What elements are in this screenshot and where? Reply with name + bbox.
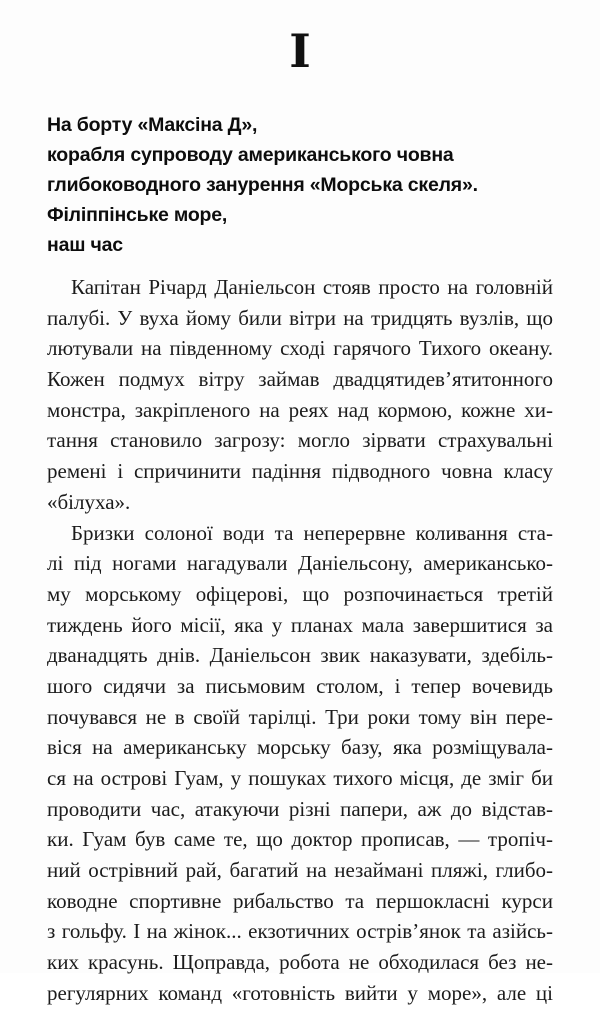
chapter-number: I xyxy=(289,24,311,78)
text-line: з гольфу. І на жінок... екзотичних острів’янок та азійсь- xyxy=(47,919,553,944)
text-line: лі під ногами нагадували Даніельсону, американсько- xyxy=(47,551,553,576)
text-line: ки. Гуам був саме те, що доктор прописав, — тропіч- xyxy=(47,827,553,852)
text-line: ководне спортивне рибальство та першокласні курси xyxy=(47,888,553,913)
text-line: віся на американську морську базу, яка розміщувала- xyxy=(47,735,553,760)
text-line: почувався не в своїй тарілці. Три роки тому він пере- xyxy=(47,704,553,729)
text-line: лютували на південному сході гарячого Тихого океану. xyxy=(47,336,553,361)
epigraph-line: глибоководного занурення «Морська скеля». xyxy=(47,174,478,196)
text-line: ких красунь. Щоправда, робота не обходилася без не- xyxy=(47,950,553,975)
text-line: му морському офіцерові, що розпочинається третій xyxy=(47,581,553,606)
epigraph-line: корабля супроводу американського човна xyxy=(47,144,454,166)
text-line: Кожен подмух вітру займав двадцятидев’ятитонного xyxy=(47,367,553,392)
text-line: тиждень його місії, яка у планах мала завершитися за xyxy=(47,612,553,637)
text-line: тання становило загрозу: могло зірвати страхувальні xyxy=(47,428,553,453)
text-line: ремені і спричинити падіння підводного човна класу xyxy=(47,459,553,484)
epigraph-line: На борту «Максіна Д», xyxy=(47,114,258,136)
text-line: «білуха». xyxy=(47,489,131,514)
text-line: монстра, закріпленого на реях над кормою, кожне хи- xyxy=(47,397,553,422)
text-line: ся на острові Гуам, у пошуках тихого місця, де зміг би xyxy=(47,766,553,790)
epigraph-line: Філіппінське море, xyxy=(47,204,228,226)
text-line: Капітан Річард Даніельсон стояв просто на головній xyxy=(71,275,553,299)
epigraph-line: наш час xyxy=(47,234,123,256)
epigraph xyxy=(47,110,587,260)
text-line: проводити час, атакуючи різні папери, аж до відстав- xyxy=(47,796,553,821)
text-line: палубі. У вуха йому били вітри на тридцять вузлів, що xyxy=(47,305,553,330)
text-line: регулярних команд «готовність вийти у море», але ці xyxy=(47,980,553,1005)
text-line: шого сидячи за письмовим столом, і тепер вочевидь xyxy=(47,673,553,698)
text-line: дванадцять днів. Даніельсон звик наказувати, здебіль- xyxy=(47,643,553,668)
body-text xyxy=(47,272,553,1009)
text-line: Бризки солоної води та неперервне коливання ста- xyxy=(71,520,553,545)
text-line: ний острівний рай, багатий на незаймані пляжі, глибо- xyxy=(47,858,553,883)
